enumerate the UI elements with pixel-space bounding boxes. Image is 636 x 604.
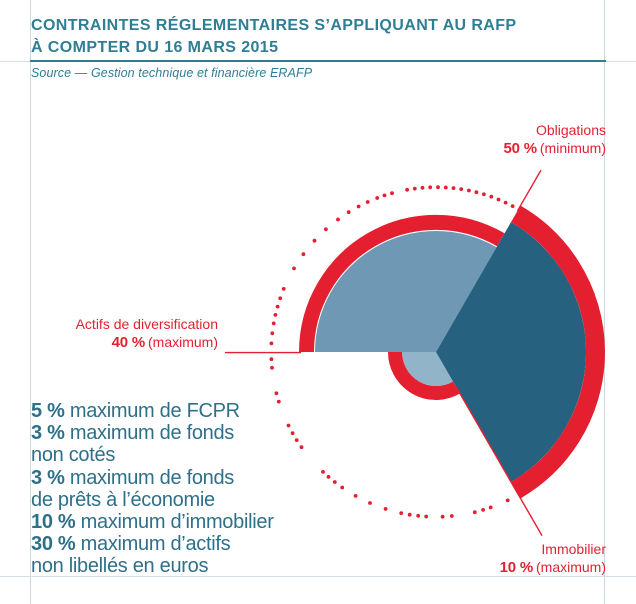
dotted-ring-dot [300,445,304,449]
note-line: 5 % maximum de FCPR [31,400,240,422]
dotted-ring-dot [390,191,394,195]
dotted-ring-dot [441,515,445,519]
dotted-ring-dot [270,366,274,370]
dotted-ring-dot [506,499,510,503]
dotted-ring-dot [405,188,409,192]
callout-immobilier-value: 10 % (maximum) [499,558,606,576]
dotted-ring-dot [272,322,276,326]
callout-actifs-label: Actifs de diversification [75,316,218,332]
dotted-ring-dot [416,514,420,518]
dotted-ring-dot [321,470,325,474]
source-caption: Source — Gestion technique et financière ERAFP [31,66,313,80]
callout-immobilier [500,541,606,576]
callout-actifs-diversification [76,316,218,351]
dotted-ring-dot [452,186,456,190]
dotted-ring-dot [333,480,337,484]
dotted-ring-dot [482,192,486,196]
dotted-ring-dot [295,438,299,442]
dotted-ring-dot [408,513,412,517]
dotted-ring-dot [497,198,501,202]
dotted-ring-dot [270,342,274,346]
leader-obligations [518,170,542,211]
callout-obligations-label: Obligations [535,122,606,138]
dotted-ring-dot [399,511,403,515]
dotted-ring-dot [313,239,317,243]
page-title-line1: CONTRAINTES RÉGLEMENTAIRES S’APPLIQUANT AU RAFP [31,17,517,34]
dotted-ring-dot [354,494,358,498]
dotted-ring-dot [421,186,425,190]
note-line: 10 % maximum d’immobilier [31,511,274,534]
dotted-ring-dot [368,501,372,505]
dotted-ring-dot [473,510,477,514]
dotted-ring-dot [274,313,278,317]
dotted-ring-dot [383,194,387,198]
dotted-ring-dot [384,507,388,511]
page-title [31,15,516,59]
dotted-ring-dot [511,204,515,208]
dotted-ring-dot [459,187,463,191]
dotted-ring-dot [340,486,344,490]
dotted-ring-dot [375,196,379,200]
note-line: non libellés en euros [31,555,209,578]
dotted-ring-dot [444,186,448,190]
note-line: de prêts à l’économie [31,488,215,511]
dotted-ring-dot [327,475,331,479]
callout-immobilier-label: Immobilier [541,541,606,557]
dotted-ring-dot [475,190,479,194]
callout-obligations [504,122,607,157]
dotted-ring-dot [347,210,351,214]
note-line: non cotés [31,444,116,467]
dotted-ring-dot [270,331,274,335]
dotted-ring-dot [489,195,493,199]
dotted-ring-dot [291,431,295,435]
dotted-ring-dot [489,506,493,510]
constraint-notes [31,400,274,578]
dotted-ring-dot [275,391,279,395]
dotted-ring-dot [278,296,282,300]
dotted-ring-dot [450,514,454,518]
dotted-ring-dot [292,267,296,271]
dotted-ring-dot [324,227,328,231]
dotted-ring-dot [282,287,286,291]
dotted-ring-dot [436,185,440,189]
dotted-ring-dot [302,252,306,256]
note-line: 3 % maximum de fonds [31,422,234,445]
callout-actifs-value: 40 % (maximum) [111,333,218,351]
dotted-ring-dot [357,205,361,209]
dotted-ring-dot [424,515,428,519]
dotted-ring-dot [287,424,291,428]
dotted-ring-dot [413,187,417,191]
note-line: 3 % maximum de fonds [31,466,234,489]
note-line: 30 % maximum d’actifs [31,533,231,556]
dotted-ring-dot [277,400,281,404]
dotted-ring-dot [336,218,340,222]
dotted-ring-dot [481,508,485,512]
dotted-ring-dot [504,201,508,205]
dotted-ring-dot [428,185,432,189]
callout-obligations-value: 50 % (minimum) [503,139,606,157]
dotted-ring-dot [270,357,274,361]
page-title-line2: À COMPTER DU 16 MARS 2015 [31,39,279,56]
dotted-ring-dot [276,305,280,309]
dotted-ring-dot [467,189,471,193]
dotted-ring-dot [366,200,370,204]
